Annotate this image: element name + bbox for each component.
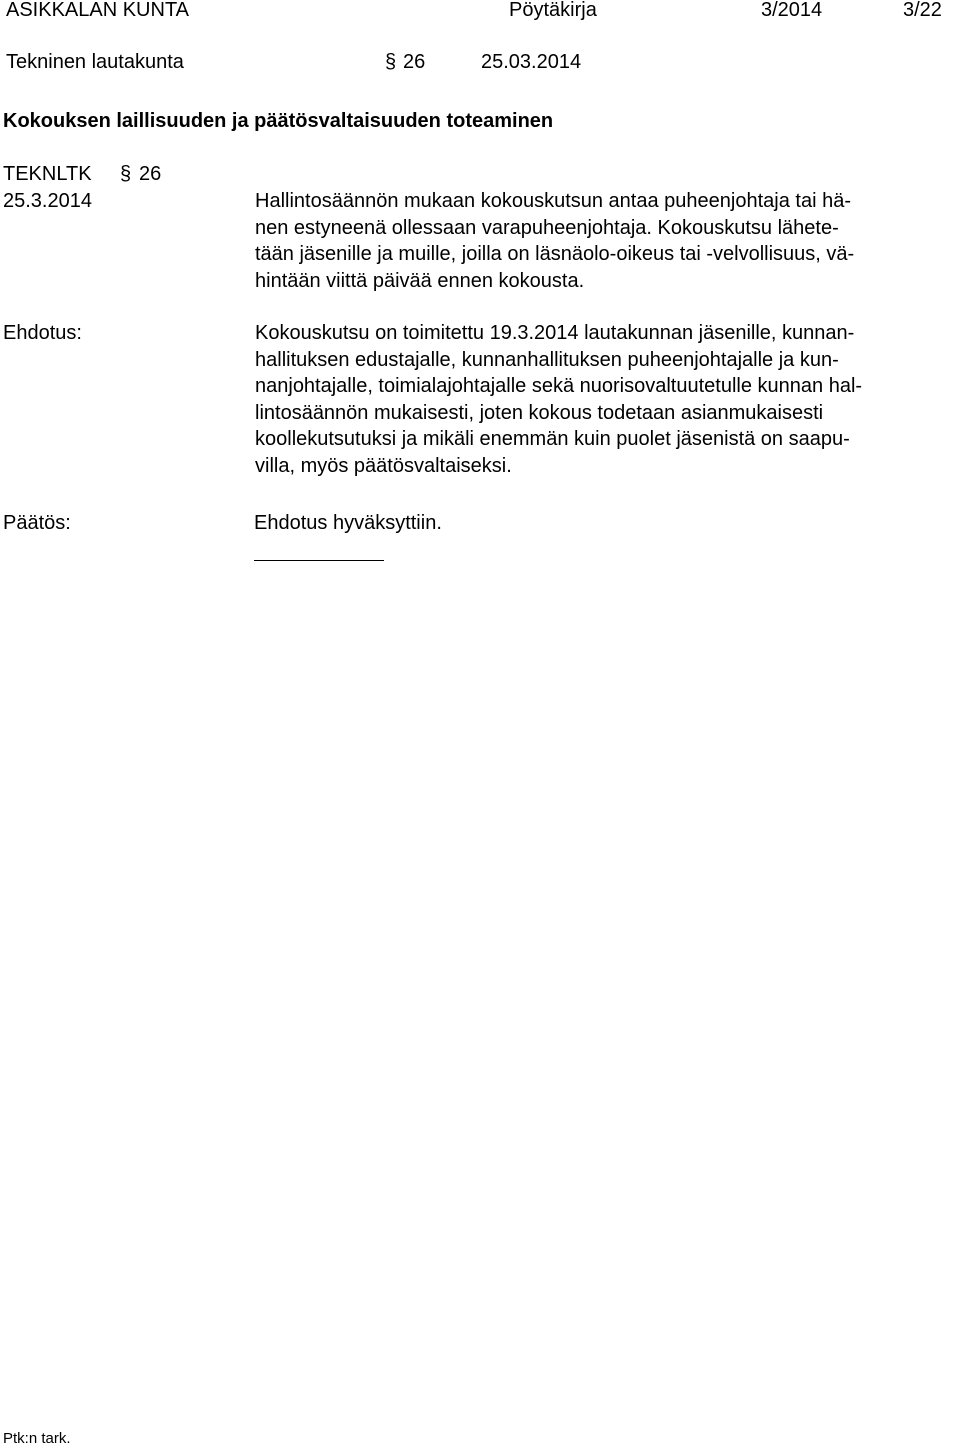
proposal-line: Kokouskutsu on toimitettu 19.3.2014 lautakunnan jäsenille, kunnan- [255, 322, 855, 344]
section-title: Kokouksen laillisuuden ja päätösvaltaisuuden toteaminen [3, 110, 554, 132]
reference-date: 25.3.2014 [3, 190, 92, 212]
signature-line [254, 560, 384, 561]
board-name: Tekninen lautakunta [6, 51, 184, 73]
municipality-name: ASIKKALAN KUNTA [6, 0, 190, 21]
proposal-line: villa, myös päätösvaltaiseksi. [255, 454, 512, 477]
reference-code: TEKNLTK [3, 163, 92, 185]
decision-label: Päätös: [3, 512, 71, 534]
proposal-line: hallituksen edustajalle, kunnanhallituksen puheenjohtajalle ja kun- [255, 348, 839, 371]
page-number: 3/22 [903, 0, 942, 21]
proposal-label: Ehdotus: [3, 322, 82, 344]
document-type: Pöytäkirja [509, 0, 597, 21]
intro-paragraph [255, 188, 955, 294]
section-symbol: § [385, 51, 397, 73]
intro-line: nen estyneenä ollessaan varapuheenjohtaja. Kokouskutsu lähete- [255, 216, 839, 239]
reference-symbol: § [120, 163, 132, 185]
document-number: 3/2014 [761, 0, 823, 21]
meeting-date: 25.03.2014 [481, 51, 582, 73]
proposal-line: nanjohtajalle, toimialajohtajalle sekä nuorisovaltuutetulle kunnan hal- [255, 375, 863, 397]
proposal-line: koollekutsutuksi ja mikäli enemmän kuin puolet jäsenistä on saapu- [255, 428, 850, 450]
minutes-checked-label: Ptk:n tark. [3, 1430, 71, 1447]
reference-number: 26 [139, 163, 162, 185]
decision-text: Ehdotus hyväksyttiin. [254, 512, 442, 534]
intro-line: Hallintosäännön mukaan kokouskutsun antaa puheenjohtaja tai hä- [255, 190, 851, 212]
intro-line: tään jäsenille ja muille, joilla on läsnäolo-oikeus tai -velvollisuus, vä- [255, 243, 855, 265]
intro-line: hintään viittä päivää ennen kokousta. [255, 269, 585, 292]
proposal-paragraph [255, 320, 955, 479]
section-number: 26 [403, 51, 426, 73]
proposal-line: lintosäännön mukaisesti, joten kokous todetaan asianmukaisesti [255, 401, 824, 424]
